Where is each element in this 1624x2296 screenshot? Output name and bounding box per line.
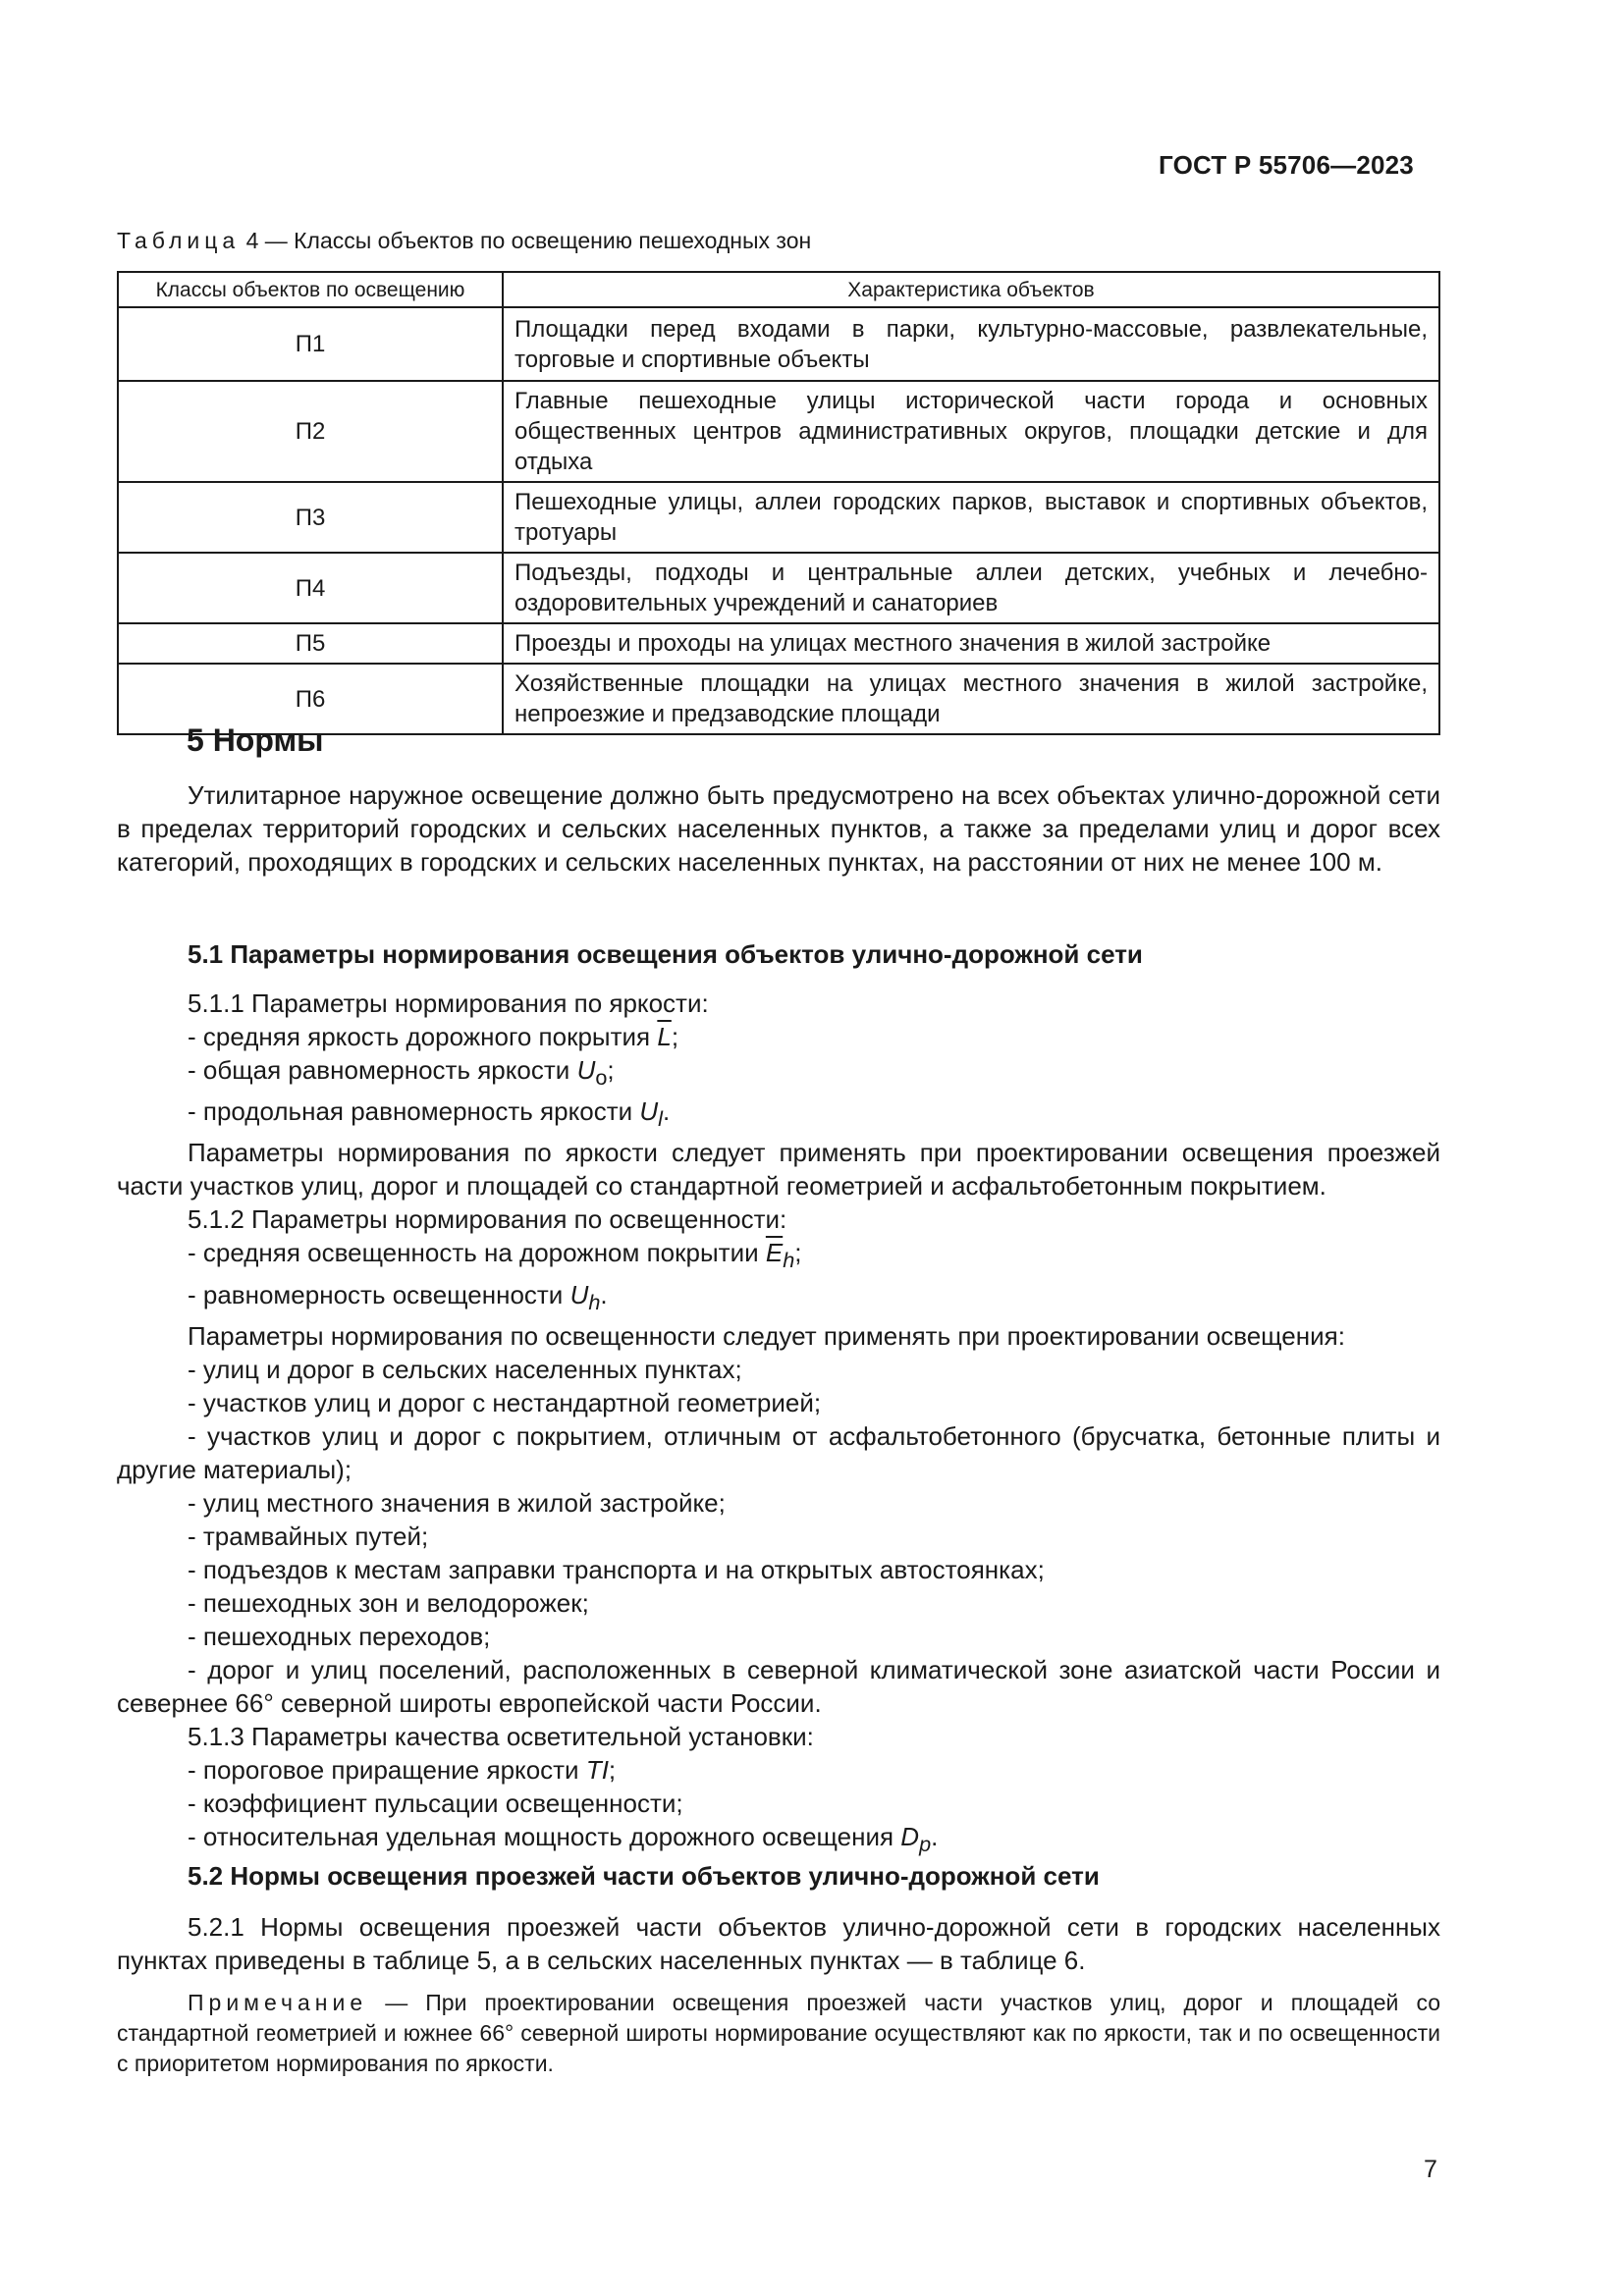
list-item: - подъездов к местам заправки транспорта и на открытых автостоянках; [188,1554,1045,1584]
clause-paragraph: Параметры нормирования по яркости следует применять при проектировании освещения проезжей части участков улиц, дорог и площадей со стандартной геометрией и асфальтобетонным покрытием. [117,1138,1440,1201]
list-item: - улиц и дорог в сельских населенных пунктах; [188,1354,742,1384]
clause-5-1-1-heading: 5.1.1 Параметры нормирования по яркости: [188,988,709,1018]
subsection-5-2-title: 5.2 Нормы освещения проезжей части объектов улично-дорожной сети [188,1861,1100,1891]
list-item: - трамвайных путей; [188,1521,429,1551]
description-cell: Хозяйственные площадки на улицах местного значения в жилой застройке, непроезжие и предзаводские площади [503,664,1439,734]
note-label: Примечание [188,1990,368,2015]
table-caption-text: 4 — Классы объектов по освещению пешеходных зон [240,228,812,253]
list-item: - участков улиц и дорог с покрытием, отличным от асфальтобетонного (брусчатка, бетонные плиты и другие материалы); [117,1420,1440,1484]
table-header-row [118,272,1439,307]
description-cell: Площадки перед входами в парки, культурно-массовые, развлекательные, торговые и спортивные объекты [503,307,1439,381]
list-item: - пороговое приращение яркости TI; [188,1754,617,1785]
class-cell: П3 [118,482,503,553]
subsection-5-1-title: 5.1 Параметры нормирования освещения объектов улично-дорожной сети [188,939,1143,969]
list-item: - продольная равномерность яркости $U_l$. [188,1096,671,1132]
list-item: - средняя освещенность на дорожном покрытии $\overline{E}_h$; [188,1238,802,1273]
clause-5-1-3-heading: 5.1.3 Параметры качества осветительной установки: [188,1721,814,1751]
section-intro-paragraph: Утилитарное наружное освещение должно быть предусмотрено на всех объектах улично-дорожной сети в пределах территорий городских и сельских населенных пунктов, а также за пределами улиц и дорог всех категорий, проходящих в городских и сельских населенных пунктах, на расстоянии от них не менее 100 м. [117,780,1440,877]
table-row [118,482,1439,553]
list-item: - средняя яркость дорожного покрытия $\overline{L}$; [188,1022,679,1051]
list-item: - дорог и улиц поселений, расположенных в северной климатической зоне азиатской части России и севернее 66° северной широты европейской части России. [117,1654,1440,1718]
description-cell: Главные пешеходные улицы исторической части города и основных общественных центров административных округов, площадки детские и для отдыха [503,381,1439,482]
table-row [118,307,1439,381]
clause-5-1-2-heading: 5.1.2 Параметры нормирования по освещенности: [188,1204,787,1235]
table-caption [117,228,811,254]
section-title: 5 Нормы [187,722,324,758]
note-text: — При проектировании освещения проезжей части участков улиц, дорог и площадей со стандартной геометрией и южнее 66° северной широты нормирование осуществляют как по яркости, так и по освещенности с приоритетом нормирования по яркости. [117,1990,1440,2076]
column-header-characteristic: Характеристика объектов [503,272,1439,307]
class-cell: П2 [118,381,503,482]
document-code: ГОСТ Р 55706—2023 [1159,150,1414,180]
clause-paragraph: Параметры нормирования по освещенности следует применять при проектировании освещения: [188,1320,1345,1351]
class-cell: П6 [118,664,503,734]
description-cell: Подъезды, подходы и центральные аллеи детских, учебных и лечебно-оздоровительных учреждений и санаториев [503,553,1439,623]
clause-5-1-1-block [117,987,1440,1861]
column-header-class: Классы объектов по освещению [118,272,503,307]
list-item: - общая равномерность яркости $U_o$; [188,1055,615,1091]
class-cell: П4 [118,553,503,623]
description-cell: Пешеходные улицы, аллеи городских парков, выставок и спортивных объектов, тротуары [503,482,1439,553]
list-item: - относительная удельная мощность дорожного освещения $D_p$. [188,1821,939,1856]
list-item: - улиц местного значения в жилой застройке; [188,1487,726,1518]
list-item: - участков улиц и дорог с нестандартной геометрией; [188,1387,822,1417]
page-number: 7 [1424,2156,1437,2183]
class-cell: П5 [118,623,503,664]
list-item: - пешеходных зон и велодорожек; [188,1587,589,1618]
clause-5-2-1-paragraph: 5.2.1 Нормы освещения проезжей части объектов улично-дорожной сети в городских населенных пунктах приведены в таблице 5, а в сельских населенных пунктах — в таблице 6. [117,1912,1440,1975]
table-caption-label: Таблица [117,228,241,253]
description-cell: Проезды и проходы на улицах местного значения в жилой застройке [503,623,1439,664]
list-item: - коэффициент пульсации освещенности; [188,1788,683,1818]
table-row [118,623,1439,664]
list-item: - пешеходных переходов; [188,1621,491,1651]
list-item: - равномерность освещенности $U_h$. [188,1279,608,1314]
note-paragraph [117,1988,1440,2079]
class-cell: П1 [118,307,503,381]
table-row [118,381,1439,482]
table-row [118,553,1439,623]
lighting-classes-table [117,271,1440,735]
